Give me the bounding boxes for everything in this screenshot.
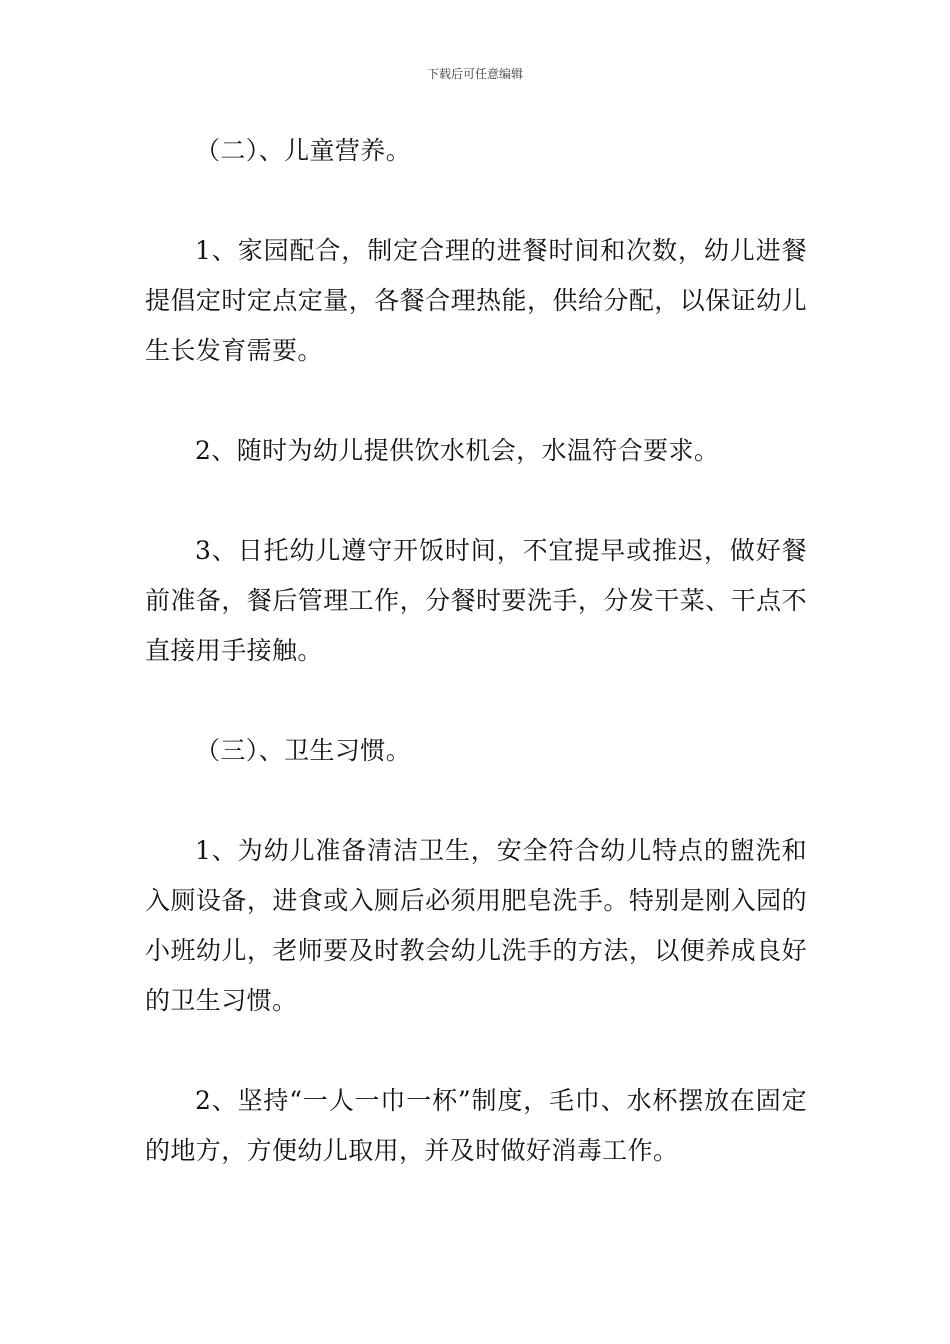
document-body — [145, 126, 807, 1176]
paragraph-spacer — [145, 176, 807, 226]
paragraph-spacer — [145, 676, 807, 726]
paragraph-towel-cup-policy: 2、坚持“一人一巾一杯”制度，毛巾、水杯摆放在固定的地方，方便幼儿取用，并及时做好消毒工作。 — [145, 1086, 807, 1165]
paragraph-spacer — [145, 476, 807, 526]
paragraph-drinking-water: 2、随时为幼儿提供饮水机会，水温符合要求。 — [195, 436, 720, 465]
paragraph-spacer — [145, 1026, 807, 1076]
paragraph-spacer — [145, 376, 807, 426]
paragraph-handwashing: 1、为幼儿准备清洁卫生，安全符合幼儿特点的盥洗和入厕设备，进食或入厕后必须用肥皂洗手。特别是刚入园的小班幼儿，老师要及时教会幼儿洗手的方法，以便养成良好的卫生习惯。 — [145, 836, 807, 1015]
paragraph-spacer — [145, 776, 807, 826]
section-heading-hygiene: （三）、卫生习惯。 — [195, 736, 412, 765]
header-note: 下载后可任意编辑 — [426, 67, 523, 81]
paragraph-meal-schedule: 1、家园配合，制定合理的进餐时间和次数，幼儿进餐提倡定时定点定量，各餐合理热能，供给分配，以保证幼儿生长发育需要。 — [145, 236, 807, 365]
paragraph-mealtime-rules: 3、日托幼儿遵守开饭时间，不宜提早或推迟，做好餐前准备，餐后管理工作，分餐时要洗手，分发干菜、干点不直接用手接触。 — [145, 536, 807, 665]
section-heading-nutrition: （二）、儿童营养。 — [195, 136, 412, 165]
